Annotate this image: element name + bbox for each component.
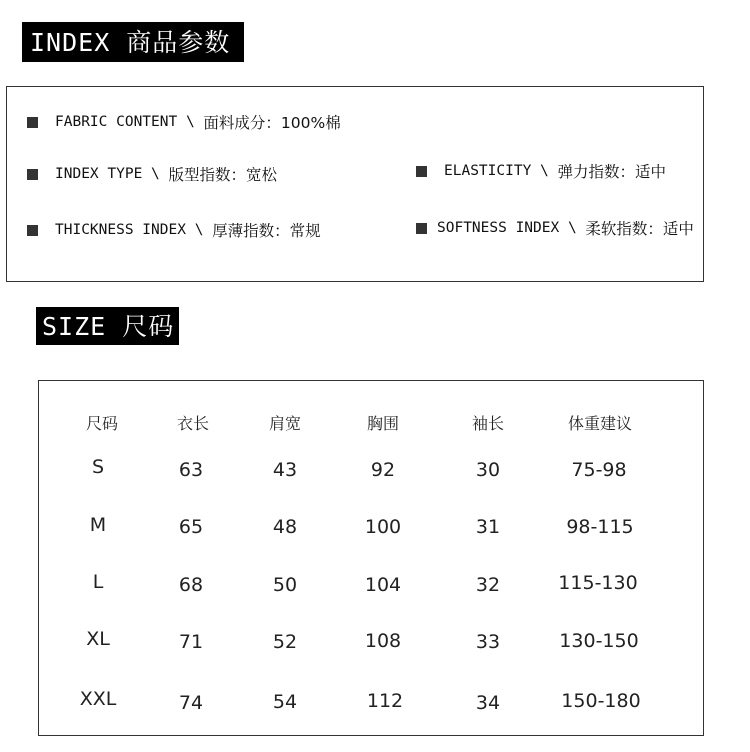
spec-cn-value: 版型指数：宽松	[168, 166, 278, 184]
size-label-cell: M	[89, 514, 107, 536]
size-table-header: 衣长	[176, 414, 210, 433]
table-cell: 108	[364, 630, 402, 652]
table-cell: 92	[370, 459, 396, 481]
spec-index-type	[27, 163, 277, 185]
spec-elasticity	[416, 160, 666, 182]
spec-en-label: SOFTNESS INDEX	[437, 220, 560, 236]
table-cell: 100	[364, 516, 402, 538]
table-cell: 75-98	[571, 459, 627, 481]
spec-separator: \	[567, 220, 577, 236]
spec-en-label: THICKNESS INDEX	[55, 222, 186, 238]
spec-thickness	[27, 219, 321, 241]
size-table	[38, 380, 704, 736]
table-cell: 98-115	[566, 516, 634, 538]
table-cell: 71	[178, 631, 204, 653]
table-cell: 48	[272, 516, 298, 538]
spec-softness	[416, 217, 694, 239]
table-cell: 115-130	[558, 572, 638, 594]
table-cell: 31	[475, 516, 501, 538]
size-table-header: 胸围	[366, 414, 400, 433]
table-cell: 54	[272, 691, 298, 713]
index-section-title: INDEX 商品参数	[22, 22, 244, 62]
bullet-square-icon	[27, 225, 38, 236]
bullet-square-icon	[27, 169, 38, 180]
table-cell: 50	[272, 574, 298, 596]
bullet-square-icon	[27, 117, 38, 128]
size-table-header: 肩宽	[268, 414, 302, 433]
table-cell: 34	[475, 692, 501, 714]
table-cell: 63	[178, 459, 204, 481]
spec-separator: \	[194, 222, 204, 238]
spec-en-label: FABRIC CONTENT	[55, 114, 178, 130]
size-label-cell: S	[91, 456, 105, 478]
spec-cn-value: 厚薄指数：常规	[212, 222, 321, 240]
size-section-title: SIZE 尺码	[36, 307, 179, 345]
table-cell: 130-150	[559, 630, 639, 652]
bullet-square-icon	[416, 166, 427, 177]
table-cell: 68	[178, 574, 204, 596]
table-cell: 33	[475, 631, 501, 653]
spec-fabric-content	[27, 111, 341, 133]
spec-cn-value: 弹力指数：适中	[557, 163, 667, 181]
table-cell: 112	[366, 690, 404, 712]
table-cell: 65	[178, 516, 204, 538]
spec-cn-value: 柔软指数：适中	[585, 220, 694, 238]
spec-cn-value: 面料成分：100%棉	[203, 114, 341, 132]
size-table-header: 尺码	[85, 414, 119, 433]
table-cell: 104	[364, 574, 402, 596]
size-label-cell: L	[92, 571, 104, 593]
size-table-header: 袖长	[471, 414, 505, 433]
table-cell: 52	[272, 631, 298, 653]
size-table-header: 体重建议	[567, 414, 633, 433]
table-cell: 30	[475, 459, 501, 481]
size-label-cell: XXL	[79, 688, 117, 710]
spec-separator: \	[185, 114, 195, 130]
spec-en-label: INDEX TYPE	[55, 166, 143, 182]
spec-en-label: ELASTICITY	[444, 163, 532, 179]
table-cell: 43	[272, 459, 298, 481]
table-cell: 150-180	[561, 690, 641, 712]
table-cell: 32	[475, 574, 501, 596]
bullet-square-icon	[416, 223, 427, 234]
size-label-cell: XL	[86, 628, 110, 650]
spec-separator: \	[151, 166, 160, 182]
table-cell: 74	[178, 692, 204, 714]
spec-separator: \	[540, 163, 549, 179]
